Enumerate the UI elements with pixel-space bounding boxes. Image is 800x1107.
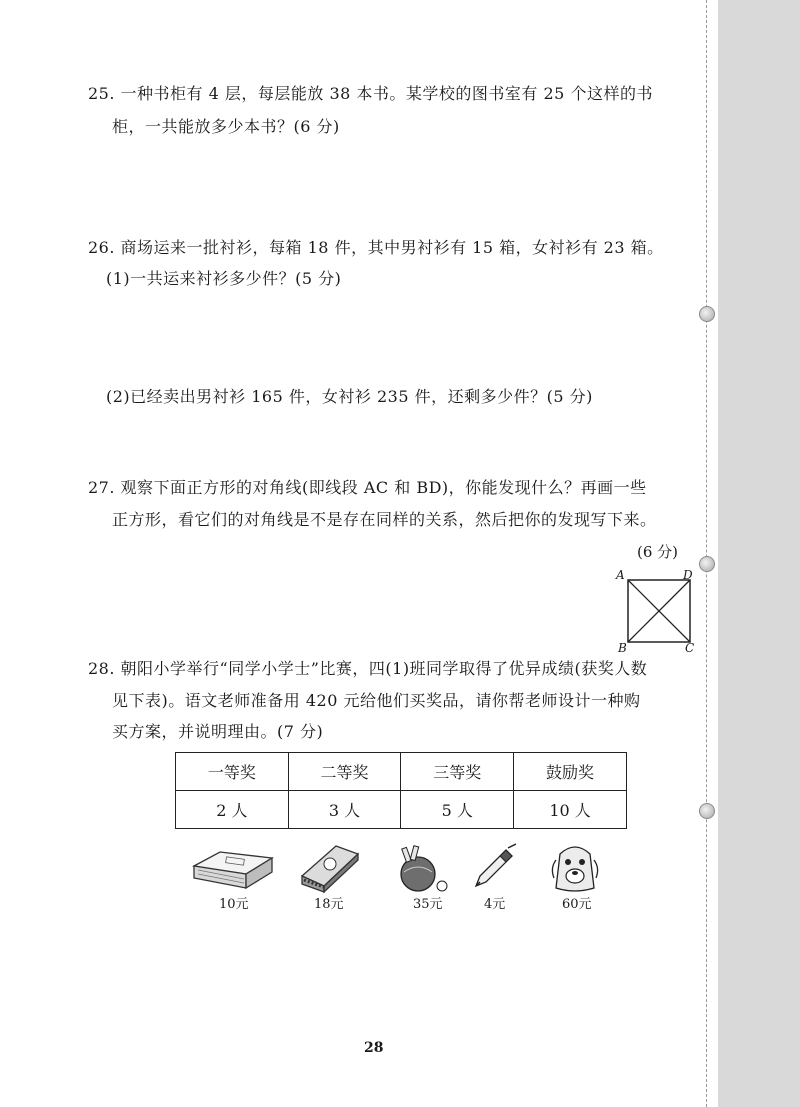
table-cell: 2 人: [176, 791, 289, 829]
q28-line-1: 28. 朝阳小学举行“同学小学士”比赛，四(1)班同学取得了优异成绩(获奖人数: [88, 659, 648, 678]
square-diagram: [626, 578, 692, 644]
backpack-icon: [546, 838, 604, 896]
table-row: [176, 791, 627, 829]
binding-hole-icon: [699, 803, 715, 819]
cut-line: [706, 0, 707, 1107]
table-cell: 10 人: [514, 791, 627, 829]
price-label: 4元: [484, 897, 506, 912]
price-label: 18元: [314, 897, 344, 912]
label-a: A: [616, 568, 625, 582]
table-header-cell: 鼓励奖: [514, 753, 627, 791]
ping-pong-paddle-icon: [396, 842, 454, 896]
price-label: 10元: [219, 897, 249, 912]
binding-margin: [718, 0, 800, 1107]
q27-points: (6 分): [637, 543, 679, 561]
q26-part-1: (1)一共运来衬衫多少件？(5 分): [106, 269, 342, 288]
binding-hole-icon: [699, 556, 715, 572]
table-cell: 5 人: [401, 791, 514, 829]
q28-line-3: 买方案，并说明理由。(7 分): [112, 722, 324, 741]
binding-hole-icon: [699, 306, 715, 322]
q26-part-2: (2)已经卖出男衬衫 165 件，女衬衫 235 件，还剩多少件？(5 分): [106, 387, 593, 406]
table-header-row: [176, 753, 627, 791]
price-label: 60元: [562, 897, 592, 912]
table-header-cell: 一等奖: [176, 753, 289, 791]
label-b: B: [618, 641, 627, 655]
pencil-box-icon: [296, 840, 362, 894]
label-c: C: [685, 641, 695, 655]
page-number: 28: [364, 1040, 384, 1056]
pen-icon: [470, 842, 520, 892]
q25-line-1: 25. 一种书柜有 4 层，每层能放 38 本书。某学校的图书室有 25 个这样的书: [88, 84, 653, 103]
table-header-cell: 二等奖: [288, 753, 401, 791]
book-icon: [190, 848, 276, 892]
prize-table: [175, 752, 627, 829]
q25-line-2: 柜，一共能放多少本书？(6 分): [112, 117, 340, 136]
label-d: D: [683, 568, 693, 582]
price-label: 35元: [413, 897, 443, 912]
table-header-cell: 三等奖: [401, 753, 514, 791]
q28-line-2: 见下表)。语文老师准备用 420 元给他们买奖品，请你帮老师设计一种购: [112, 691, 641, 710]
q27-line-1: 27. 观察下面正方形的对角线(即线段 AC 和 BD)，你能发现什么？再画一些: [88, 478, 647, 497]
table-cell: 3 人: [288, 791, 401, 829]
q27-line-2: 正方形，看它们的对角线是不是存在同样的关系，然后把你的发现写下来。: [112, 510, 657, 529]
q26-line-1: 26. 商场运来一批衬衫，每箱 18 件，其中男衬衫有 15 箱，女衬衫有 23 箱。: [88, 238, 664, 257]
